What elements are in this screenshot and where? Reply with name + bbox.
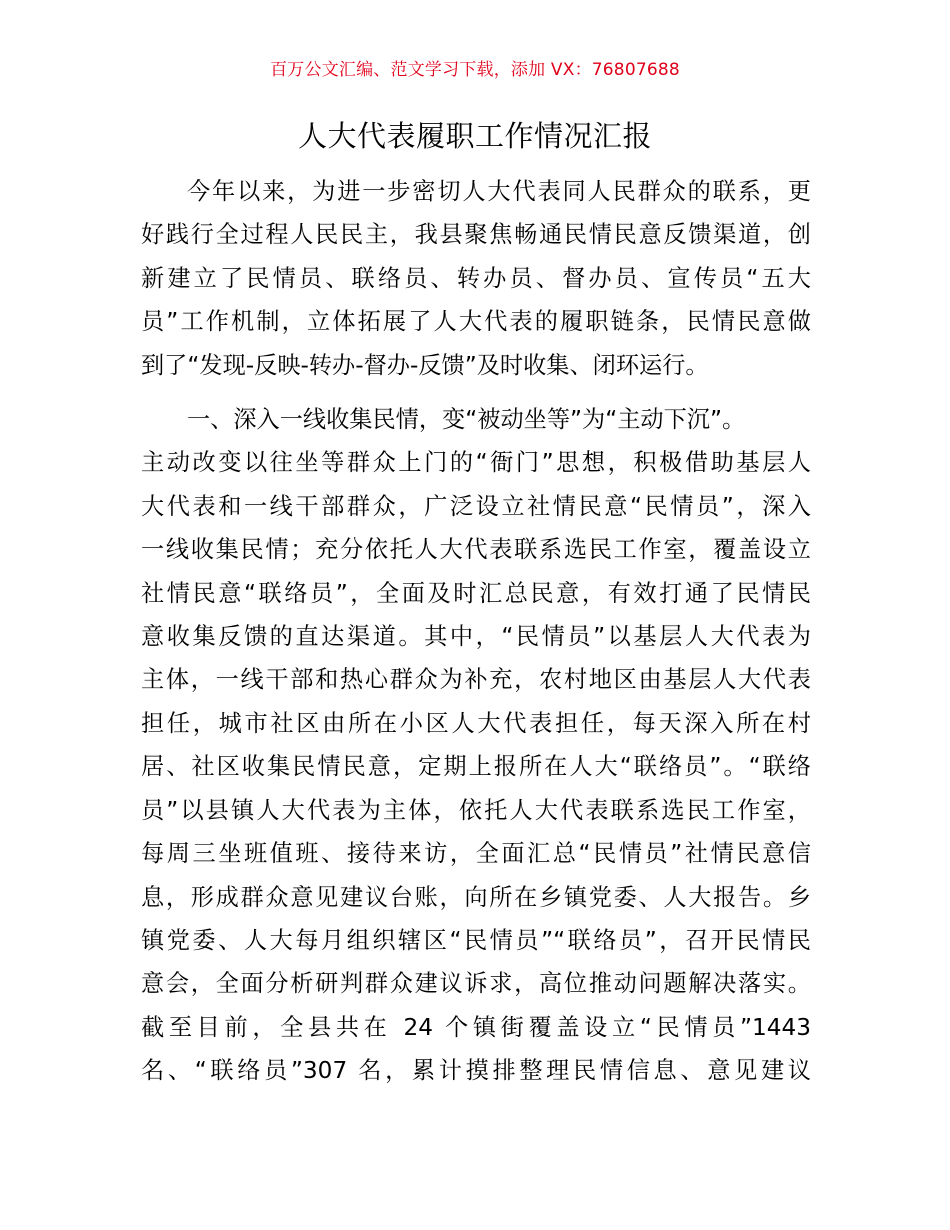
text-line: 每周三坐班值班、接待来访，全面汇总“民情员”社情民意信 xyxy=(141,840,811,868)
text-line: 意收集反馈的直达渠道。其中，“民情员”以基层人大代表为 xyxy=(141,623,811,651)
document-body xyxy=(141,170,811,1093)
text-line: 好践行全过程人民民主，我县聚焦畅通民情民意反馈渠道，创 xyxy=(141,221,811,249)
document-title: 人大代表履职工作情况汇报 xyxy=(297,119,652,153)
text-line: 社情民意“联络员”，全面及时汇总民意，有效打通了民情民 xyxy=(141,579,811,607)
text-line: 今年以来，为进一步密切人大代表同人民群众的联系，更 xyxy=(187,178,811,205)
text-line: 意会，全面分析研判群众建议诉求，高位推动问题解决落实。 xyxy=(141,970,811,998)
text-line: 新建立了民情员、联络员、转办员、督办员、宣传员“五大 xyxy=(141,264,811,292)
text-line: 镇党委、人大每月组织辖区“民情员”“联络员”，召开民情民 xyxy=(141,926,811,954)
header-notice: 百万公文汇编、范文学习下载，添加 VX：76807688 xyxy=(270,60,680,80)
text-line: 一线收集民情；充分依托人大代表联系选民工作室，覆盖设立 xyxy=(141,536,811,564)
text-line: 息，形成群众意见建议台账，向所在乡镇党委、人大报告。乡 xyxy=(141,883,811,911)
text-line: 大代表和一线干部群众，广泛设立社情民意“民情员”，深入 xyxy=(141,492,811,520)
text-line: 居、社区收集民情民意，定期上报所在人大“联络员”。“联络 xyxy=(141,753,811,781)
text-line: 担任，城市社区由所在小区人大代表担任，每天深入所在村 xyxy=(141,709,811,737)
text-line: 员”工作机制，立体拓展了人大代表的履职链条，民情民意做 xyxy=(141,308,811,336)
paragraph-section-one xyxy=(141,398,811,1093)
text-line: 主体，一线干部和热心群众为补充，农村地区由基层人大代表 xyxy=(141,666,811,694)
text-line: 到了“发现-反映-转办-督办-反馈”及时收集、闭环运行。 xyxy=(141,351,709,379)
text-line: 员”以县镇人大代表为主体，依托人大代表联系选民工作室， xyxy=(141,796,811,824)
text-line: 名、“联络员”307 名，累计摸排整理民情信息、意见建议 xyxy=(141,1057,811,1085)
section-heading-line: 一、深入一线收集民情，变“被动坐等”为“主动下沉”。 xyxy=(187,406,746,434)
text-line: 主动改变以往坐等群众上门的“衙门”思想，积极借助基层人 xyxy=(141,449,811,477)
paragraph-intro xyxy=(141,170,811,387)
text-line: 截至目前，全县共在 24 个镇街覆盖设立“民情员”1443 xyxy=(141,1013,811,1041)
